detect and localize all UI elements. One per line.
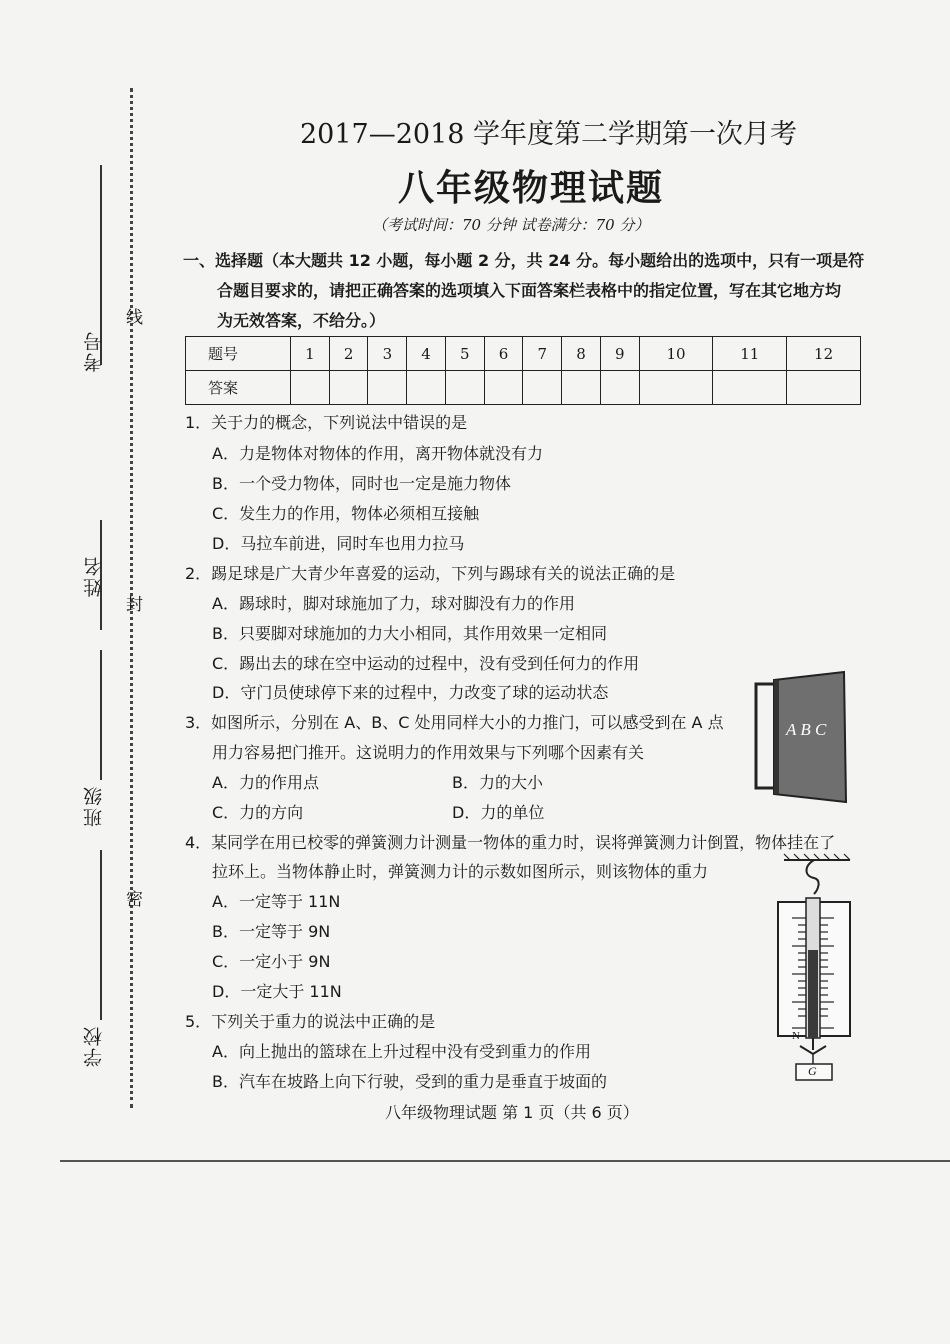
- q1-option-d: D．马拉车前进，同时车也用力拉马: [212, 534, 465, 553]
- table-header-number: 题号: [186, 337, 291, 371]
- page-bottom-rule: [60, 1160, 950, 1162]
- q4-option-a: A．一定等于 11N: [212, 892, 341, 911]
- table-number-cell: 10: [639, 337, 713, 371]
- q4-stem-line2: 拉环上。当物体静止时，弹簧测力计的示数如图所示，则该物体的重力: [212, 862, 709, 881]
- table-number-cell: 9: [600, 337, 639, 371]
- mark-secret: 密: [122, 890, 142, 907]
- table-header-answer: 答案: [186, 371, 291, 405]
- q1-option-b: B．一个受力物体，同时也一定是施力物体: [212, 474, 511, 493]
- q1-stem: 1．关于力的概念，下列说法中错误的是: [185, 413, 468, 432]
- answer-table-answer-row: [186, 371, 861, 405]
- q4-stem-line1: 4．某同学在用已校零的弹簧测力计测量一物体的重力时，误将弹簧测力计倒置，物体挂在了: [185, 833, 836, 852]
- name-label: 姓名: [83, 555, 105, 597]
- section1-line2: 合题目要求的，请把正确答案的选项填入下面答案栏表格中的指定位置，写在其它地方均: [217, 281, 842, 300]
- answer-cell[interactable]: [523, 371, 562, 405]
- q2-option-c: C．踢出去的球在空中运动的过程中，没有受到任何力的作用: [212, 654, 640, 673]
- answer-cell[interactable]: [787, 371, 861, 405]
- section1-instructions: [183, 246, 873, 336]
- spring-scale-drawing: [770, 850, 860, 1085]
- q3-stem-line1: 3．如图所示，分别在 A、B、C 处用同样大小的力推门，可以感受到在 A 点: [185, 713, 724, 732]
- table-number-cell: 4: [407, 337, 446, 371]
- q3-stem-line2: 用力容易把门推开。这说明力的作用效果与下列哪个因素有关: [212, 743, 645, 762]
- exam-info: （考试时间：70 分钟 试卷满分：70 分）: [372, 216, 650, 234]
- page-footer: 八年级物理试题 第 1 页（共 6 页）: [385, 1103, 639, 1122]
- answer-cell[interactable]: [562, 371, 601, 405]
- class-label: 班级: [83, 785, 105, 827]
- page-title: 八年级物理试题: [398, 168, 665, 209]
- exam-no-label: 考号: [83, 330, 105, 372]
- section1-line1: 一、选择题（本大题共 12 小题，每小题 2 分，共 24 分。每小题给出的选项中，只有一项是符: [183, 251, 865, 270]
- school-underline: [100, 850, 102, 1020]
- q2-stem: 2．踢足球是广大青少年喜爱的运动，下列与踢球有关的说法正确的是: [185, 564, 676, 583]
- q2-option-b: B．只要脚对球施加的力大小相同，其作用效果一定相同: [212, 624, 607, 643]
- q5-option-a: A．向上抛出的篮球在上升过程中没有受到重力的作用: [212, 1042, 591, 1061]
- answer-cell[interactable]: [445, 371, 484, 405]
- answer-cell[interactable]: [713, 371, 787, 405]
- door-figure: [752, 670, 852, 805]
- answer-cell[interactable]: [368, 371, 407, 405]
- q1-option-a: A．力是物体对物体的作用，离开物体就没有力: [212, 444, 543, 463]
- table-number-cell: 5: [445, 337, 484, 371]
- answer-table-number-row: [186, 337, 861, 371]
- mark-line: 线: [122, 308, 142, 325]
- q5-option-b: B．汽车在坡路上向下行驶，受到的重力是垂直于坡面的: [212, 1072, 607, 1091]
- exam-term: 2017—2018 学年度第二学期第一次月考: [300, 119, 798, 150]
- table-number-cell: 11: [713, 337, 787, 371]
- q2-option-d: D．守门员使球停下来的过程中，力改变了球的运动状态: [212, 683, 609, 702]
- q2-option-a: A．踢球时，脚对球施加了力，球对脚没有力的作用: [212, 594, 575, 613]
- q4-option-d: D．一定大于 11N: [212, 982, 342, 1001]
- q4-option-b: B．一定等于 9N: [212, 922, 331, 941]
- door-point-labels: A B C: [786, 720, 827, 739]
- q3-option-b: B．力的大小: [452, 773, 543, 792]
- mark-seal: 封: [122, 595, 142, 612]
- class-underline: [100, 650, 102, 780]
- table-number-cell: 6: [484, 337, 523, 371]
- q3-option-d: D．力的单位: [452, 803, 545, 822]
- section1-line3: 为无效答案，不给分。）: [217, 311, 386, 330]
- q3-option-c: C．力的方向: [212, 803, 304, 822]
- school-label: 学校: [83, 1025, 105, 1067]
- answer-cell[interactable]: [600, 371, 639, 405]
- answer-table: [185, 336, 861, 405]
- answer-cell[interactable]: [639, 371, 713, 405]
- answer-cell[interactable]: [484, 371, 523, 405]
- table-number-cell: 12: [787, 337, 861, 371]
- q3-option-a: A．力的作用点: [212, 773, 319, 792]
- scale-unit-label: N: [792, 1030, 800, 1042]
- answer-cell[interactable]: [407, 371, 446, 405]
- table-number-cell: 3: [368, 337, 407, 371]
- answer-cell[interactable]: [291, 371, 330, 405]
- q5-stem: 5．下列关于重力的说法中正确的是: [185, 1012, 436, 1031]
- q1-option-c: C．发生力的作用，物体必须相互接触: [212, 504, 480, 523]
- q4-option-c: C．一定小于 9N: [212, 952, 331, 971]
- table-number-cell: 1: [291, 337, 330, 371]
- answer-cell[interactable]: [329, 371, 368, 405]
- weight-block-label: G: [808, 1064, 817, 1078]
- spring-scale-figure: [770, 850, 860, 1085]
- table-number-cell: 2: [329, 337, 368, 371]
- table-number-cell: 7: [523, 337, 562, 371]
- table-number-cell: 8: [562, 337, 601, 371]
